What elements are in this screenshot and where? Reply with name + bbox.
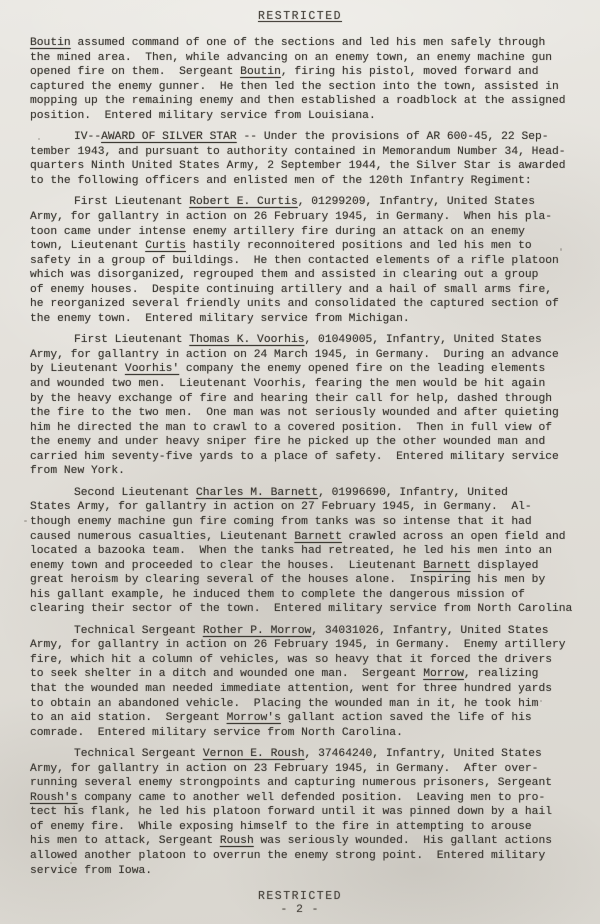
text-line: Second Lieutenant Charles M. Barnett, 01996690, Infantry, United bbox=[74, 486, 508, 499]
text-line: caused numerous casualties, Lieutenant Barnett crawled across an open field and bbox=[30, 530, 566, 543]
citation-voorhis bbox=[30, 333, 576, 478]
text-line: clearing their sector of the town. Entered military service from North Carolina bbox=[30, 603, 573, 616]
text-line: tect his flank, he led his platoon forward until it was pinned down by a hail bbox=[30, 806, 553, 819]
text-line: the mined area. Then, while advancing on an enemy town, an enemy machine gun bbox=[30, 51, 553, 64]
text-line: the enemy and under heavy sniper fire he picked up the other wounded man and bbox=[30, 436, 546, 449]
citation-curtis bbox=[30, 195, 576, 326]
citation-morrow bbox=[30, 624, 576, 740]
text-line: he reorganized several friendly units and consolidated the captured section of bbox=[30, 298, 559, 311]
text-line: position. Entered military service from Louisiana. bbox=[30, 109, 376, 122]
text-line: which was disorganized, regrouped them and assisted in clearing out a group bbox=[30, 269, 539, 282]
underlined-name: Boutin bbox=[240, 66, 281, 79]
text-line: and wounded two men. Lieutenant Voorhis, fearing the men would be hit again bbox=[30, 378, 546, 391]
text-line: Army, for gallantry in action on 23 February 1945, in Germany. After over- bbox=[30, 762, 539, 775]
text-line: of enemy houses. Despite continuing artillery and a hail of small arms fire, bbox=[30, 283, 553, 296]
text-line: though enemy machine gun fire coming from tanks was so intense that it had bbox=[30, 515, 532, 528]
text-line: to obtain an abandoned vehicle. Placing the wounded man in it, he took him bbox=[30, 697, 539, 710]
text-line: his gallant example, he induced them to complete the dangerous mission of bbox=[30, 588, 525, 601]
underlined-name: Voorhis' bbox=[124, 363, 180, 376]
text-line: Technical Sergeant Vernon E. Roush, 37464240, Infantry, United States bbox=[74, 748, 542, 761]
text-line: service from Iowa. bbox=[30, 864, 153, 877]
text-line: of enemy fire. While exposing himself to the fire in attempting to arouse bbox=[30, 820, 532, 833]
text-line: safety in a group of buildings. He then contacted elements of a rifle platoon bbox=[30, 254, 559, 267]
scan-speck bbox=[540, 700, 542, 702]
text-line: Technical Sergeant Rother P. Morrow, 34031026, Infantry, United States bbox=[74, 624, 549, 637]
text-line: fire, which hit a column of vehicles, was so heavy that it forced the drivers bbox=[30, 653, 553, 666]
text-line: comrade. Entered military service from North Carolina. bbox=[30, 726, 403, 739]
underlined-name: Morrow bbox=[423, 668, 464, 681]
citation-roush bbox=[30, 747, 576, 878]
underlined-name: Morrow's bbox=[226, 712, 281, 725]
underlined-name: Barnett bbox=[294, 530, 342, 543]
text-line: Army, for gallantry in action on 26 February 1945, in Germany. When his pla- bbox=[30, 211, 553, 224]
underlined-name: Robert E. Curtis bbox=[189, 196, 298, 209]
text-line: quarters Ninth United States Army, 2 September 1944, the Silver Star is awarded bbox=[30, 160, 566, 173]
text-line: that the wounded man needed immediate attention, went for three hundred yards bbox=[30, 682, 553, 695]
underlined-name: Barnett bbox=[423, 559, 471, 572]
page-footer bbox=[0, 890, 600, 916]
text-line: IV--AWARD OF SILVER STAR -- Under the provisions of AR 600-45, 22 Sep- bbox=[74, 131, 549, 144]
scan-speck bbox=[38, 138, 40, 140]
text-line: by Lieutenant Voorhis' company the enemy opened fire on the leading elements bbox=[30, 363, 546, 376]
underlined-name: Roush's bbox=[30, 791, 78, 804]
classification-banner-top bbox=[0, 0, 600, 23]
text-line: opened fire on them. Sergeant Boutin, firing his pistol, moved forward and bbox=[30, 66, 539, 79]
text-line: the fire to the two men. One man was not seriously wounded and after quieting bbox=[30, 407, 559, 420]
text-line: Boutin assumed command of one of the sections and led his men safely through bbox=[30, 37, 546, 49]
text-line: great heroism by clearing several of the houses alone. Inspiring his men by bbox=[30, 574, 546, 587]
text-line: toon came under intense enemy artillery fire during an attack on an enemy bbox=[30, 225, 525, 238]
text-line: States Army, for gallantry in action on 27 February 1945, in Germany. Al- bbox=[30, 501, 532, 514]
text-line: Roush's company came to another well defended position. Leaving men to pro- bbox=[30, 791, 546, 804]
text-line: located a bazooka team. When the tanks had retreated, he led his men into an bbox=[30, 545, 553, 558]
underlined-name: Boutin bbox=[30, 37, 71, 49]
text-line: his men to attack, Sergeant Roush was seriously wounded. His gallant actions bbox=[30, 835, 553, 848]
text-line: Army, for gallantry in action on 26 February 1945, in Germany. Enemy artillery bbox=[30, 639, 566, 652]
underlined-name: Vernon E. Roush bbox=[202, 748, 305, 761]
text-line: him he directed the man to crawl to a covered position. Then in full view of bbox=[30, 421, 553, 434]
text-line: First Lieutenant Thomas K. Voorhis, 01049005, Infantry, United States bbox=[74, 334, 542, 347]
paragraph-boutin-continuation bbox=[30, 36, 576, 123]
underlined-name: Curtis bbox=[145, 240, 186, 253]
text-line: allowed another platoon to overrun the enemy strong point. Entered military bbox=[30, 849, 546, 862]
text-line: Army, for gallantry in action on 24 March 1945, in Germany. During an advance bbox=[30, 348, 559, 361]
page-number: - 2 - bbox=[280, 904, 320, 916]
text-line: mopping up the remaining enemy and then established a roadblock at the assigned bbox=[30, 95, 566, 108]
document-body bbox=[0, 23, 600, 878]
underlined-name: Charles M. Barnett bbox=[196, 486, 319, 499]
citation-barnett bbox=[30, 486, 576, 617]
underlined-name: Thomas K. Voorhis bbox=[189, 334, 305, 347]
text-line: carried him seventy-five yards to a place of safety. Entered military service bbox=[30, 450, 559, 463]
text-line: town, Lieutenant Curtis hastily reconnoitered positions and led his men to bbox=[30, 240, 532, 253]
text-line: the enemy town. Entered military service from Michigan. bbox=[30, 312, 410, 325]
scan-speck bbox=[70, 862, 72, 864]
classification-text-top: RESTRICTED bbox=[257, 10, 342, 23]
text-line: tember 1943, and pursuant to authority contained in Memorandum Number 34, Head- bbox=[30, 145, 566, 158]
text-line: captured the enemy gunner. He then led the section into the town, assisted in bbox=[30, 80, 559, 93]
scan-speck bbox=[560, 248, 562, 251]
text-line: to seek shelter in a ditch and wounded one man. Sergeant Morrow, realizing bbox=[30, 668, 539, 681]
text-line: running several enemy strongpoints and capturing numerous prisoners, Sergeant bbox=[30, 777, 553, 790]
text-line: to the following officers and enlisted men of the 120th Infantry Regiment: bbox=[30, 174, 532, 187]
text-line: enemy town and proceeded to clear the houses. Lieutenant Barnett displayed bbox=[30, 559, 539, 572]
classification-text-bottom: RESTRICTED bbox=[257, 890, 342, 903]
classification-banner-bottom bbox=[0, 890, 600, 903]
text-line: by the heavy exchange of fire and hearing their call for help, dashed through bbox=[30, 392, 553, 405]
underlined-name: Roush bbox=[219, 835, 254, 848]
underlined-name: Rother P. Morrow bbox=[202, 624, 312, 637]
paragraph-award-of-silver-star bbox=[30, 130, 576, 188]
text-line: to an aid station. Sergeant Morrow's gallant action saved the life of his bbox=[30, 712, 532, 725]
text-line: First Lieutenant Robert E. Curtis, 01299209, Infantry, United States bbox=[74, 196, 535, 209]
scan-speck bbox=[24, 520, 27, 522]
text-line: from New York. bbox=[30, 465, 125, 478]
underlined-name: AWARD OF SILVER STAR bbox=[101, 131, 237, 144]
